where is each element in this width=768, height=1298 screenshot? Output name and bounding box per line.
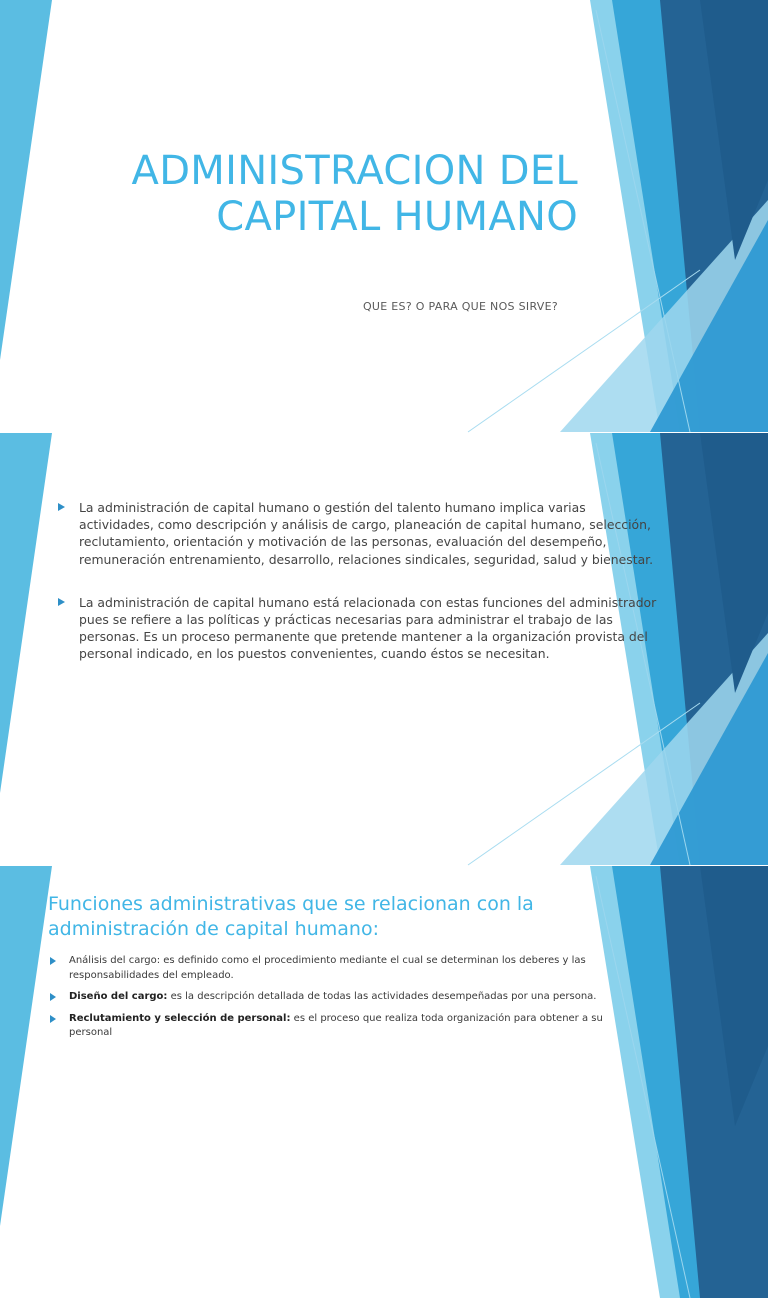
bullet-arrow-icon — [50, 957, 56, 965]
functions-list — [48, 954, 608, 1048]
function-item — [48, 954, 608, 983]
function-item — [48, 1012, 608, 1041]
slide-title — [58, 148, 578, 240]
bullet-arrow-icon — [58, 503, 65, 511]
left-decor-panel — [0, 433, 52, 793]
bullet-list — [56, 499, 658, 689]
bullet-arrow-icon — [58, 598, 65, 606]
content-slide — [0, 433, 768, 865]
bullet-arrow-icon — [50, 993, 56, 1001]
functions-slide — [0, 866, 768, 1038]
function-item — [48, 990, 608, 1005]
bullet-text: La administración de capital humano está relacionada con estas funciones del administrador pues se refiere a las políticas y prácticas necesarias para administrar el trabajo de las personas. Es un proceso permanente que pretende mantener a la organización provista del personal indicado, en los puestos convenientes, cuando éstos se necesitan. — [79, 594, 657, 662]
title-line: ADMINISTRACION DEL — [131, 148, 578, 194]
bullet-item — [56, 499, 658, 568]
bullet-item — [56, 594, 658, 663]
function-text: es el proceso que realiza toda organización para obtener a su personal — [69, 1012, 603, 1038]
slide-subtitle: QUE ES? O PARA QUE NOS SIRVE? — [362, 300, 558, 313]
left-decor-panel — [0, 866, 52, 1226]
title-line: CAPITAL HUMANO — [216, 194, 578, 240]
function-term: Diseño del cargo: — [69, 991, 168, 1002]
section-heading: Funciones administrativas que se relacionan con la administración de capital humano: — [48, 893, 534, 940]
bullet-text: La administración de capital humano o gestión del talento humano implica varias actividades, como descripción y análisis de cargo, planeación de capital humano, selección, reclutamiento, orientación y motivación de las personas, evaluación del desempeño, remuneración entrenamiento, desarrollo, relaciones sindicales, seguridad, salud y bienestar. — [79, 500, 654, 567]
left-decor-panel — [0, 0, 52, 360]
title-slide — [0, 0, 768, 432]
function-term: Reclutamiento y selección de personal: — [69, 1012, 291, 1024]
bullet-arrow-icon — [50, 1015, 56, 1023]
function-text: Análisis del cargo: es definido como el procedimiento mediante el cual se determinan los deberes y las responsabilidades del empleado. — [69, 955, 586, 981]
function-text: es la descripción detallada de todas las actividades desempeñadas por una persona. — [167, 991, 597, 1002]
